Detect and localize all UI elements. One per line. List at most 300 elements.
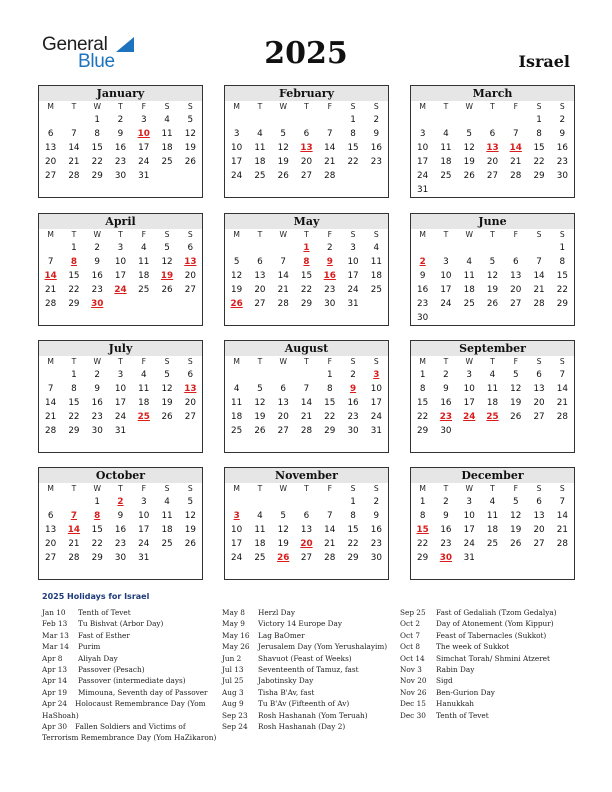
- day-cell: 22: [324, 412, 336, 422]
- month-title: November: [225, 468, 388, 483]
- holiday-date: Jul 13: [222, 665, 244, 675]
- day-cell: 10: [370, 384, 382, 394]
- empty-day-cell: [155, 169, 178, 183]
- empty-day-cell: [341, 169, 364, 183]
- day-cell: 20: [510, 285, 522, 295]
- day-cell: 18: [161, 143, 173, 153]
- day-cell: 26: [463, 171, 475, 181]
- day-cell: 22: [417, 412, 429, 422]
- day-cell: 11: [486, 511, 499, 521]
- holiday-column: [222, 607, 396, 732]
- day-cell: 5: [164, 243, 170, 253]
- holiday-entry: [42, 630, 218, 641]
- empty-day-cell: [458, 183, 481, 197]
- weekday-header: S: [373, 357, 379, 366]
- day-cell: 12: [184, 511, 196, 521]
- day-cell: 19: [161, 398, 173, 408]
- day-cell: 21: [556, 398, 568, 408]
- holiday-entry: [42, 675, 218, 686]
- weekday-header: S: [536, 484, 542, 493]
- day-cell: 30: [417, 313, 429, 323]
- empty-day-cell: [527, 241, 550, 255]
- weekday-header: F: [141, 102, 146, 111]
- day-cell: 1: [94, 115, 100, 125]
- week-row: [225, 269, 388, 283]
- day-cell: 19: [184, 143, 196, 153]
- holiday-name: Passover (Pesach): [78, 665, 145, 675]
- day-cell: 21: [68, 157, 80, 167]
- day-cell: 29: [324, 426, 336, 436]
- holiday-day-cell: 1: [303, 243, 310, 253]
- day-cell: 11: [463, 271, 475, 281]
- day-cell: 24: [114, 412, 127, 422]
- holiday-date: Oct 7: [400, 630, 420, 640]
- day-cell: 4: [489, 497, 496, 507]
- week-row: [225, 141, 388, 155]
- weekday-header: F: [513, 357, 518, 366]
- day-cell: 5: [466, 129, 472, 139]
- holiday-date: May 16: [222, 630, 250, 640]
- holiday-day-cell: 9: [349, 384, 357, 394]
- day-cell: 24: [231, 553, 243, 563]
- holiday-date: Sep 24: [222, 722, 248, 732]
- day-cell: 15: [91, 143, 103, 153]
- weekday-header: S: [164, 230, 170, 239]
- holiday-entry: [222, 721, 396, 732]
- day-cell: 14: [68, 143, 80, 153]
- holiday-day-cell: 24: [114, 285, 127, 295]
- week-row: [225, 410, 388, 424]
- day-cell: 11: [231, 398, 243, 408]
- day-cell: 10: [114, 384, 127, 394]
- day-cell: 23: [114, 539, 127, 549]
- day-cell: 12: [277, 143, 289, 153]
- day-cell: 7: [47, 384, 54, 394]
- day-cell: 11: [486, 384, 499, 394]
- day-cell: 8: [536, 129, 542, 139]
- holiday-date: May 9: [222, 619, 245, 629]
- holiday-entry: [222, 607, 396, 618]
- day-cell: 19: [184, 525, 196, 535]
- empty-day-cell: [225, 113, 248, 127]
- empty-day-cell: [481, 311, 504, 325]
- holiday-date: Feb 13: [42, 619, 68, 629]
- day-cell: 14: [277, 271, 289, 281]
- day-cell: 29: [300, 299, 313, 309]
- empty-day-cell: [248, 113, 271, 127]
- day-cell: 22: [91, 539, 103, 549]
- day-cell: 22: [417, 539, 429, 549]
- day-cell: 28: [556, 539, 568, 549]
- weekday-header: T: [490, 102, 495, 111]
- holiday-date: Nov 20: [400, 676, 427, 686]
- holiday-entry: [400, 607, 580, 618]
- empty-day-cell: [272, 241, 295, 255]
- weekday-header: T: [257, 102, 263, 111]
- holiday-entry: [42, 664, 218, 675]
- weekday-header: F: [513, 484, 518, 493]
- holiday-entry: [42, 698, 218, 721]
- weekday-header: W: [93, 484, 101, 493]
- empty-day-cell: [458, 113, 481, 127]
- day-cell: 27: [254, 299, 266, 309]
- holiday-day-cell: 26: [230, 299, 243, 309]
- day-cell: 17: [231, 539, 243, 549]
- empty-day-cell: [434, 311, 457, 325]
- day-cell: 25: [161, 157, 173, 167]
- day-cell: 9: [94, 257, 100, 267]
- empty-day-cell: [179, 169, 202, 183]
- day-cell: 9: [373, 511, 380, 521]
- holiday-entry: [400, 698, 580, 709]
- holiday-entry: [42, 618, 218, 629]
- empty-day-cell: [527, 183, 550, 197]
- empty-day-cell: [504, 311, 527, 325]
- day-cell: 14: [324, 143, 336, 153]
- day-cell: 14: [556, 511, 568, 521]
- day-cell: 18: [486, 398, 499, 408]
- day-cell: 2: [373, 497, 380, 507]
- week-row: [225, 424, 388, 438]
- weekday-header: M: [419, 102, 426, 111]
- week-row: [411, 183, 574, 197]
- day-cell: 12: [463, 143, 475, 153]
- day-cell: 25: [231, 426, 243, 436]
- day-cell: 4: [489, 370, 496, 380]
- month-march: [410, 85, 575, 198]
- holiday-day-cell: 13: [300, 143, 313, 153]
- month-may: [224, 213, 389, 326]
- day-cell: 25: [463, 299, 475, 309]
- month-january: [38, 85, 203, 198]
- empty-day-cell: [411, 241, 434, 255]
- empty-day-cell: [272, 495, 295, 509]
- holiday-name: Shavuot (Feast of Weeks): [258, 653, 352, 663]
- day-cell: 1: [419, 370, 426, 380]
- holiday-date: Oct 2: [400, 619, 420, 629]
- day-cell: 12: [510, 511, 522, 521]
- weekday-header: S: [350, 102, 356, 111]
- day-cell: 11: [161, 511, 173, 521]
- month-november: [224, 467, 389, 580]
- day-cell: 21: [300, 412, 313, 422]
- week-row: [39, 396, 202, 410]
- day-cell: 12: [277, 525, 289, 535]
- day-cell: 22: [556, 285, 568, 295]
- week-row: [411, 155, 574, 169]
- week-row: [411, 269, 574, 283]
- day-cell: 4: [257, 511, 263, 521]
- day-cell: 12: [161, 384, 173, 394]
- day-cell: 11: [138, 257, 150, 267]
- empty-day-cell: [365, 169, 388, 183]
- holiday-entry: [400, 664, 580, 675]
- day-cell: 14: [324, 525, 336, 535]
- weekday-header: S: [373, 484, 379, 493]
- day-cell: 21: [324, 157, 336, 167]
- holiday-column: [400, 607, 580, 721]
- day-cell: 18: [231, 412, 243, 422]
- holiday-entry: [400, 641, 580, 652]
- week-row: [225, 127, 388, 141]
- day-cell: 13: [277, 398, 289, 408]
- weekday-header-row: [225, 356, 388, 368]
- week-row: [39, 368, 202, 382]
- empty-day-cell: [434, 183, 457, 197]
- empty-day-cell: [179, 297, 202, 311]
- week-row: [39, 113, 202, 127]
- week-row: [411, 113, 574, 127]
- week-row: [225, 551, 388, 565]
- holiday-day-cell: 15: [416, 525, 429, 535]
- month-september: [410, 340, 575, 453]
- weekday-header-row: [225, 483, 388, 495]
- day-cell: 11: [138, 384, 150, 394]
- day-cell: 22: [347, 157, 359, 167]
- weekday-header: F: [141, 357, 146, 366]
- holiday-day-cell: 23: [439, 412, 453, 422]
- month-august: [224, 340, 389, 453]
- empty-day-cell: [295, 113, 318, 127]
- day-cell: 23: [324, 285, 336, 295]
- weekday-header: S: [187, 102, 193, 111]
- weekday-header: T: [490, 230, 495, 239]
- week-row: [39, 283, 202, 297]
- weekday-header: M: [47, 357, 54, 366]
- holiday-date: Nov 3: [400, 665, 422, 675]
- week-row: [39, 169, 202, 183]
- day-cell: 29: [417, 426, 429, 436]
- day-cell: 5: [489, 257, 496, 267]
- weekday-header: M: [47, 230, 54, 239]
- day-cell: 3: [117, 370, 124, 380]
- day-cell: 3: [117, 243, 124, 253]
- day-cell: 17: [347, 271, 359, 281]
- weekday-header: M: [419, 484, 426, 493]
- day-cell: 16: [440, 525, 452, 535]
- day-cell: 8: [419, 384, 426, 394]
- holiday-day-cell: 7: [70, 511, 77, 521]
- weekday-header: M: [419, 357, 426, 366]
- empty-day-cell: [225, 241, 248, 255]
- holiday-entry: [42, 653, 218, 664]
- day-cell: 7: [47, 257, 54, 267]
- day-cell: 26: [510, 539, 522, 549]
- day-cell: 9: [419, 271, 426, 281]
- day-cell: 8: [350, 129, 356, 139]
- empty-day-cell: [295, 495, 318, 509]
- day-cell: 23: [114, 157, 127, 167]
- day-cell: 6: [303, 511, 310, 521]
- day-cell: 1: [419, 497, 426, 507]
- weekday-header: M: [47, 484, 54, 493]
- day-cell: 15: [347, 525, 359, 535]
- empty-day-cell: [504, 113, 527, 127]
- day-cell: 22: [68, 412, 80, 422]
- day-cell: 12: [254, 398, 266, 408]
- weekday-header: M: [233, 230, 240, 239]
- day-cell: 12: [184, 129, 196, 139]
- day-cell: 2: [443, 370, 449, 380]
- weekday-header-row: [39, 483, 202, 495]
- empty-day-cell: [434, 113, 457, 127]
- day-cell: 30: [114, 553, 127, 563]
- day-cell: 21: [277, 285, 289, 295]
- day-cell: 19: [231, 285, 243, 295]
- weekday-header: T: [118, 230, 123, 239]
- day-cell: 10: [231, 143, 243, 153]
- day-cell: 27: [533, 412, 545, 422]
- weekday-header: T: [257, 230, 263, 239]
- empty-day-cell: [434, 241, 457, 255]
- empty-day-cell: [551, 311, 574, 325]
- day-cell: 4: [443, 129, 449, 139]
- day-cell: 1: [326, 370, 333, 380]
- day-cell: 14: [300, 398, 313, 408]
- month-december: [410, 467, 575, 580]
- empty-day-cell: [155, 551, 178, 565]
- holiday-column: [42, 607, 218, 744]
- day-cell: 23: [91, 285, 103, 295]
- day-cell: 24: [417, 171, 429, 181]
- day-cell: 5: [233, 257, 240, 267]
- day-cell: 31: [114, 426, 127, 436]
- holiday-name: Hanukkah: [436, 699, 475, 709]
- empty-day-cell: [318, 113, 341, 127]
- day-cell: 11: [370, 257, 382, 267]
- day-cell: 6: [512, 257, 519, 267]
- empty-day-cell: [527, 424, 550, 438]
- day-cell: 27: [533, 539, 545, 549]
- day-cell: 16: [370, 143, 382, 153]
- holiday-name: Fast of Esther: [78, 630, 130, 640]
- holiday-entry: [222, 675, 396, 686]
- empty-day-cell: [39, 113, 62, 127]
- holiday-entry: [222, 630, 396, 641]
- day-cell: 19: [254, 412, 266, 422]
- week-row: [225, 523, 388, 537]
- weekday-header: T: [71, 230, 77, 239]
- day-cell: 27: [45, 171, 57, 181]
- day-cell: 23: [417, 299, 429, 309]
- logo-blue-text: Blue: [78, 51, 115, 72]
- day-cell: 5: [257, 384, 263, 394]
- empty-day-cell: [248, 495, 271, 509]
- weekday-header: M: [233, 102, 240, 111]
- holiday-date: Aug 3: [222, 687, 244, 697]
- day-cell: 18: [486, 525, 499, 535]
- holiday-day-cell: 3: [233, 511, 240, 521]
- month-title: June: [411, 214, 574, 229]
- day-cell: 1: [71, 243, 77, 253]
- weekday-header: W: [279, 357, 287, 366]
- weekday-header: T: [304, 102, 309, 111]
- day-cell: 5: [280, 129, 286, 139]
- weekday-header: S: [164, 357, 170, 366]
- day-cell: 19: [486, 285, 499, 295]
- weekday-header: W: [279, 102, 287, 111]
- day-cell: 1: [350, 497, 356, 507]
- day-cell: 10: [347, 257, 359, 267]
- holiday-name: Seventeenth of Tamuz, fast: [258, 665, 359, 675]
- holiday-entry: [400, 653, 580, 664]
- page-title-year: 2025: [264, 36, 348, 71]
- empty-day-cell: [39, 368, 62, 382]
- holiday-entry: [42, 607, 218, 618]
- day-cell: 29: [533, 171, 545, 181]
- day-cell: 6: [187, 370, 194, 380]
- holiday-day-cell: 2: [117, 497, 124, 507]
- day-cell: 9: [373, 129, 380, 139]
- day-cell: 6: [489, 129, 496, 139]
- empty-day-cell: [551, 424, 574, 438]
- holiday-name: Herzl Day: [258, 608, 295, 617]
- day-cell: 27: [45, 553, 57, 563]
- week-row: [411, 523, 574, 537]
- weekday-header-row: [39, 356, 202, 368]
- holiday-name: Jerusalem Day (Yom Yerushalayim): [258, 642, 388, 652]
- day-cell: 16: [91, 271, 103, 281]
- day-cell: 31: [138, 553, 150, 563]
- weekday-header: S: [187, 230, 193, 239]
- holiday-day-cell: 25: [137, 412, 150, 422]
- day-cell: 29: [68, 299, 80, 309]
- day-cell: 25: [440, 171, 452, 181]
- day-cell: 22: [347, 539, 359, 549]
- day-cell: 27: [486, 171, 499, 181]
- day-cell: 11: [440, 143, 452, 153]
- day-cell: 10: [417, 143, 429, 153]
- day-cell: 16: [417, 285, 429, 295]
- week-row: [411, 141, 574, 155]
- weekday-header: S: [536, 357, 542, 366]
- holiday-entry: [222, 653, 396, 664]
- weekday-header: T: [257, 484, 263, 493]
- weekday-header: T: [118, 102, 123, 111]
- day-cell: 17: [138, 143, 150, 153]
- day-cell: 31: [370, 426, 382, 436]
- holiday-name: Jabotinsky Day: [258, 676, 314, 686]
- day-cell: 28: [68, 171, 80, 181]
- weekday-header: F: [141, 230, 146, 239]
- holiday-day-cell: 14: [44, 271, 57, 281]
- day-cell: 18: [161, 525, 173, 535]
- day-cell: 13: [45, 143, 57, 153]
- empty-day-cell: [132, 424, 155, 438]
- week-row: [225, 368, 388, 382]
- day-cell: 21: [510, 157, 522, 167]
- day-cell: 21: [45, 412, 57, 422]
- day-cell: 20: [533, 398, 545, 408]
- holiday-name: Sigd: [436, 676, 453, 686]
- empty-day-cell: [132, 297, 155, 311]
- weekday-header: S: [536, 102, 542, 111]
- week-row: [225, 241, 388, 255]
- day-cell: 18: [254, 539, 266, 549]
- day-cell: 25: [486, 539, 499, 549]
- day-cell: 25: [138, 285, 150, 295]
- week-row: [39, 127, 202, 141]
- week-row: [411, 551, 574, 565]
- day-cell: 28: [45, 426, 57, 436]
- week-row: [225, 155, 388, 169]
- week-row: [39, 551, 202, 565]
- holiday-name: Feast of Tabernacles (Sukkot): [436, 630, 547, 640]
- weekday-header: S: [187, 357, 193, 366]
- day-cell: 13: [510, 271, 522, 281]
- week-row: [411, 382, 574, 396]
- day-cell: 15: [91, 525, 103, 535]
